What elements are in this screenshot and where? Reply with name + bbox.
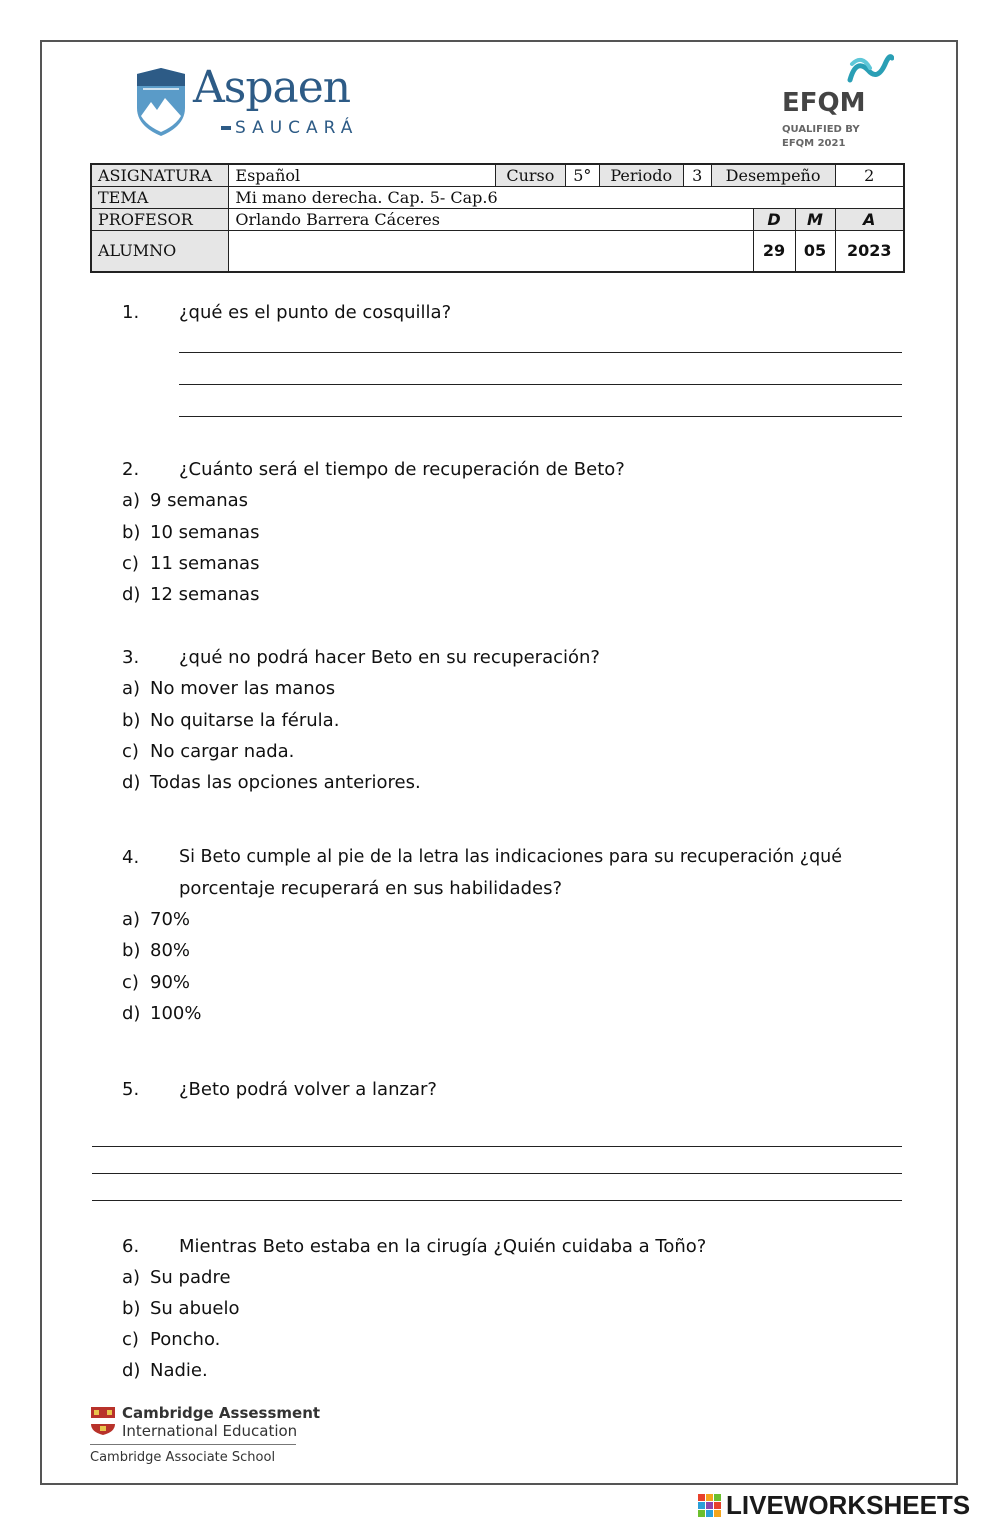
efqm-qualified: QUALIFIED BY: [782, 124, 860, 135]
school-name: Aspaen: [193, 62, 351, 113]
answer-line-5c[interactable]: [92, 1200, 902, 1201]
periodo-label: Periodo: [599, 164, 683, 186]
profesor-value: Orlando Barrera Cáceres: [229, 208, 753, 230]
efqm-logo: [782, 52, 902, 152]
question-5-text: ¿Beto podrá volver a lanzar?: [179, 1079, 437, 1100]
question-3-option-a[interactable]: a) No mover las manos: [122, 678, 336, 699]
efqm-name: EFQM: [782, 88, 866, 118]
school-sub-dot: [221, 126, 231, 130]
answer-line-5b[interactable]: [92, 1173, 902, 1174]
question-6-text: Mientras Beto estaba en la cirugía ¿Quién cuidaba a Toño?: [179, 1236, 707, 1257]
question-6-number: 6.: [122, 1236, 140, 1257]
desempeno-label: Desempeño: [711, 164, 835, 186]
question-3-option-d[interactable]: d) Todas las opciones anteriores.: [122, 772, 421, 793]
month-label: M: [795, 208, 835, 230]
day-label: D: [753, 208, 795, 230]
question-4-option-b[interactable]: b) 80%: [122, 940, 191, 961]
question-4-text-line2: porcentaje recuperará en sus habilidades?: [179, 878, 563, 899]
periodo-value: 3: [683, 164, 711, 186]
question-2-option-b[interactable]: b) 10 semanas: [122, 522, 260, 543]
alumno-field[interactable]: [229, 230, 753, 272]
question-4-option-d[interactable]: d) 100%: [122, 1003, 202, 1024]
answer-line-1b[interactable]: [179, 384, 902, 385]
question-2-option-d[interactable]: d) 12 semanas: [122, 584, 260, 605]
liveworksheets-text: LIVEWORKSHEETS: [726, 1490, 971, 1520]
desempeno-value: 2: [835, 164, 904, 186]
question-1-number: 1.: [122, 302, 140, 323]
year-value: 2023: [835, 230, 904, 272]
curso-value: 5°: [565, 164, 599, 186]
cambridge-divider: [90, 1444, 296, 1445]
question-3-text: ¿qué no podrá hacer Beto en su recuperación?: [179, 647, 600, 668]
year-label: A: [835, 208, 904, 230]
school-subname: SAUCARÁ: [235, 118, 359, 138]
question-4-text: Si Beto cumple al pie de la letra las indicaciones para su recuperación ¿qué: [179, 847, 843, 867]
cambridge-logo: [90, 1404, 321, 1469]
question-6-option-a[interactable]: a) Su padre: [122, 1267, 231, 1288]
efqm-infinity-icon: [846, 52, 894, 86]
question-4-option-a[interactable]: a) 70%: [122, 909, 191, 930]
info-table: [90, 163, 905, 273]
question-3-number: 3.: [122, 647, 140, 668]
question-4-number: 4.: [122, 847, 140, 868]
month-value: 05: [795, 230, 835, 272]
cambridge-line3: Cambridge Associate School: [90, 1450, 276, 1465]
cambridge-crest-icon: [90, 1406, 116, 1436]
question-2-number: 2.: [122, 459, 140, 480]
asignatura-value: Español: [229, 164, 495, 186]
aspaen-logo: [135, 62, 395, 138]
question-5-number: 5.: [122, 1079, 140, 1100]
curso-label: Curso: [495, 164, 565, 186]
question-6-option-b[interactable]: b) Su abuelo: [122, 1298, 240, 1319]
answer-line-1c[interactable]: [179, 416, 902, 417]
day-value: 29: [753, 230, 795, 272]
answer-line-1a[interactable]: [179, 352, 902, 353]
question-3-option-b[interactable]: b) No quitarse la férula.: [122, 710, 340, 731]
question-6-option-d[interactable]: d) Nadie.: [122, 1360, 208, 1381]
alumno-label: ALUMNO: [91, 230, 229, 272]
liveworksheets-icon: [698, 1494, 722, 1518]
question-6-option-c[interactable]: c) Poncho.: [122, 1329, 221, 1350]
profesor-label: PROFESOR: [91, 208, 229, 230]
question-1-text: ¿qué es el punto de cosquilla?: [179, 302, 452, 323]
cambridge-line2: International Education: [122, 1422, 298, 1440]
asignatura-label: ASIGNATURA: [91, 164, 229, 186]
question-3-option-c[interactable]: c) No cargar nada.: [122, 741, 295, 762]
tema-value: Mi mano derecha. Cap. 5- Cap.6: [229, 186, 904, 208]
question-2-option-c[interactable]: c) 11 semanas: [122, 553, 260, 574]
question-4-option-c[interactable]: c) 90%: [122, 972, 191, 993]
answer-line-5a[interactable]: [92, 1146, 902, 1147]
question-2-text: ¿Cuánto será el tiempo de recuperación de Beto?: [179, 459, 625, 480]
tema-label: TEMA: [91, 186, 229, 208]
aspaen-shield-icon: [135, 68, 187, 136]
question-2-option-a[interactable]: a) 9 semanas: [122, 490, 249, 511]
efqm-year: EFQM 2021: [782, 138, 846, 149]
cambridge-line1: Cambridge Assessment: [122, 1404, 321, 1422]
